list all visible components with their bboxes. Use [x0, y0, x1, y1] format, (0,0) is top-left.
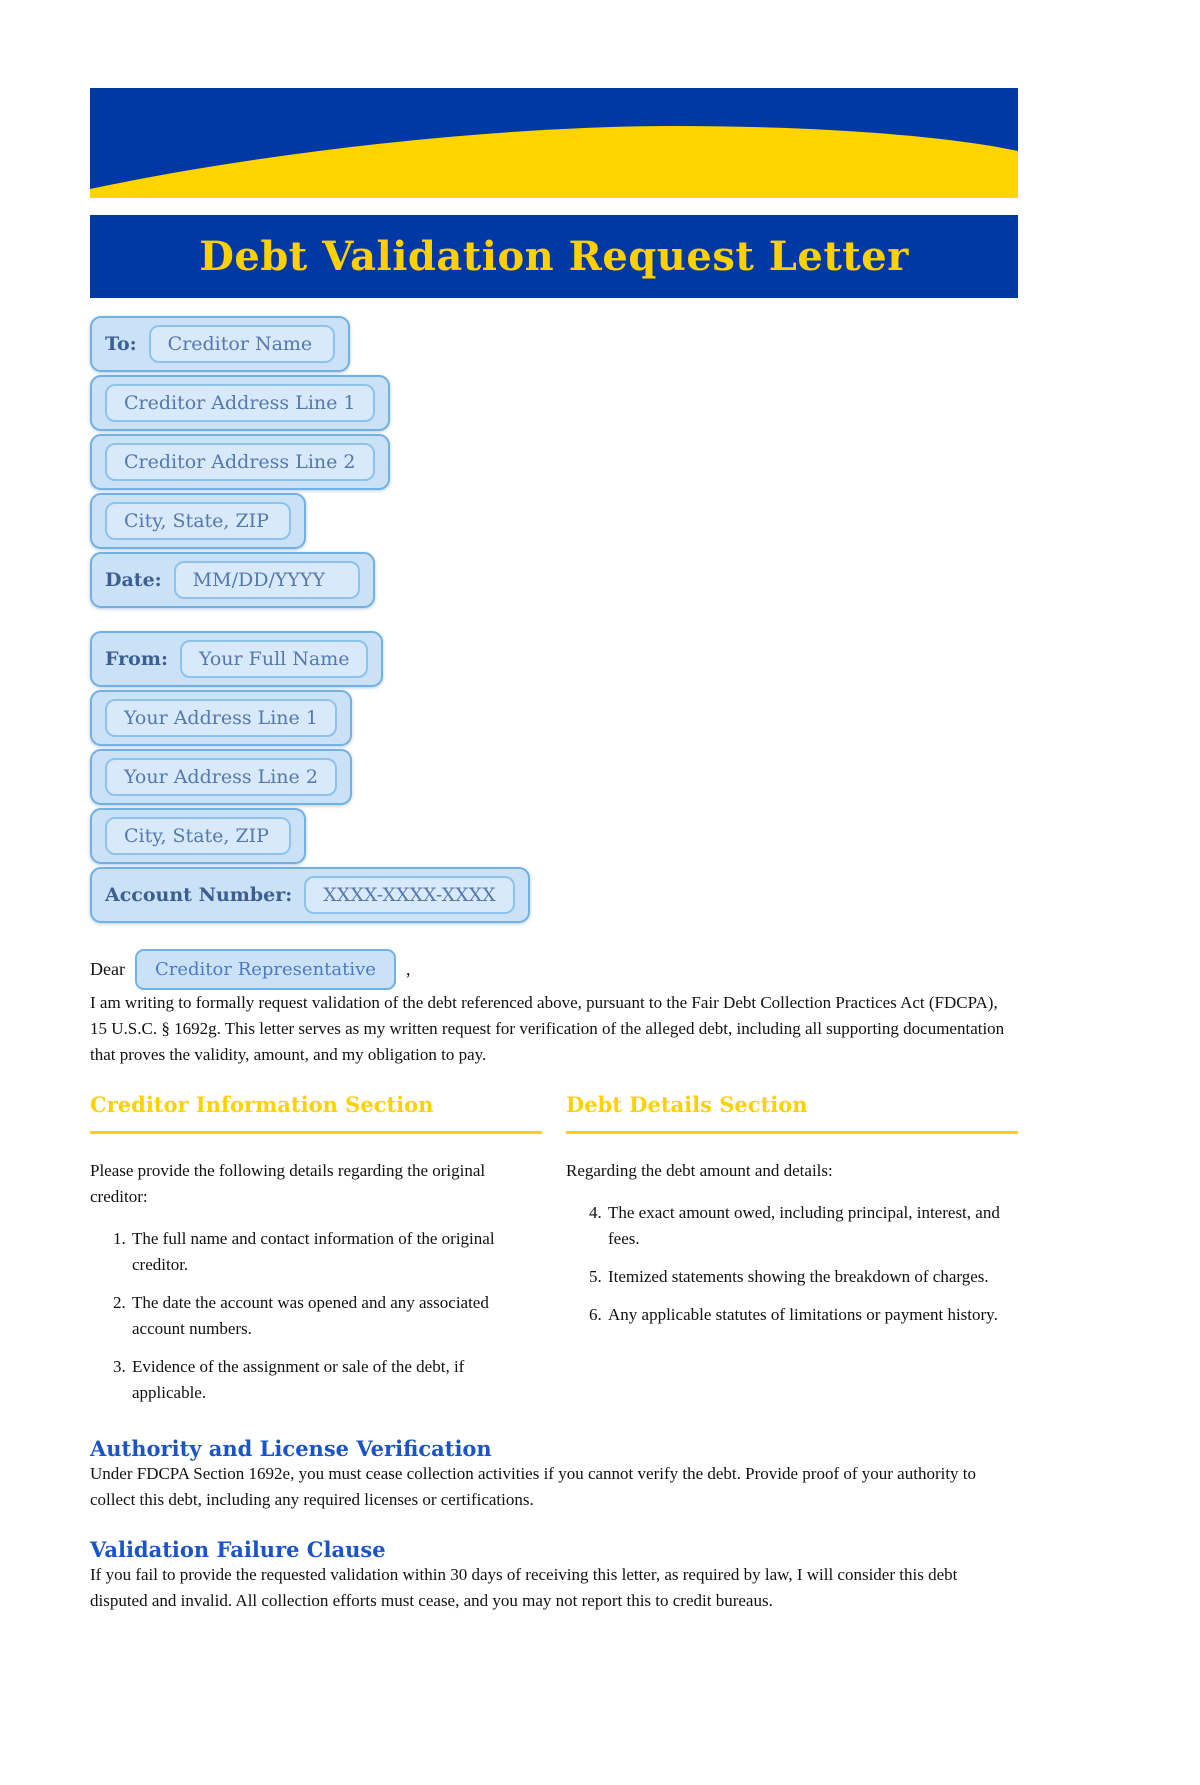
- field-row-from: [90, 631, 383, 687]
- list-item: 1. The full name and contact information of the original creditor.: [130, 1226, 542, 1278]
- creditor-city-state-zip-field[interactable]: City, State, ZIP: [105, 502, 291, 540]
- your-address1-field[interactable]: Your Address Line 1: [105, 699, 337, 737]
- creditor-information-list: [90, 1226, 542, 1406]
- dear-label: Dear: [90, 959, 125, 979]
- yellow-divider: [566, 1131, 1018, 1134]
- creditor-address1-field[interactable]: Creditor Address Line 1: [105, 384, 375, 422]
- salutation-line: [90, 949, 1018, 990]
- date-label: Date:: [105, 569, 162, 591]
- debt-details-heading: Debt Details Section: [566, 1092, 808, 1117]
- field-row-to: [90, 316, 350, 372]
- your-city-state-zip-field[interactable]: City, State, ZIP: [105, 817, 291, 855]
- account-number-label: Account Number:: [105, 884, 293, 906]
- list-item: 3. Evidence of the assignment or sale of the debt, if applicable.: [130, 1354, 542, 1406]
- yellow-divider: [90, 1131, 542, 1134]
- letter-page: [90, 88, 1018, 1614]
- authority-heading: Authority and License Verification: [90, 1436, 492, 1461]
- field-row-creditor-city: [90, 493, 306, 549]
- creditor-information-section: [90, 1092, 542, 1418]
- debt-details-intro: Regarding the debt amount and details:: [566, 1161, 833, 1180]
- field-row-creditor-address2: [90, 434, 390, 490]
- account-number-field[interactable]: XXXX-XXXX-XXXX: [304, 876, 514, 914]
- list-item: 5. Itemized statements showing the breakdown of charges.: [606, 1264, 1018, 1290]
- field-row-date: [90, 552, 375, 608]
- date-field[interactable]: MM/DD/YYYY: [174, 561, 360, 599]
- field-row-your-address2: [90, 749, 352, 805]
- page-title: Debt Validation Request Letter: [199, 233, 909, 280]
- validation-failure-paragraph: If you fail to provide the requested validation within 30 days of receiving this letter, as required by law, I will consider this debt disputed and invalid. All collection efforts must cease, and you may not report this to credit bureaus.: [90, 1565, 958, 1610]
- debt-details-section: [566, 1092, 1018, 1340]
- list-item: 6. Any applicable statutes of limitations or payment history.: [606, 1302, 1018, 1328]
- intro-paragraph: I am writing to formally request validation of the debt referenced above, pursuant to the Fair Debt Collection Practices Act (FDCPA), 15 U.S.C. § 1692g. This letter serves as my written request for verification of the alleged debt, including all supporting documentation that proves the validity, amount, and my obligation to pay.: [90, 993, 1005, 1064]
- letter-fields: [90, 316, 1018, 923]
- creditor-representative-field[interactable]: Creditor Representative: [135, 949, 396, 990]
- authority-paragraph: Under FDCPA Section 1692e, you must cease collection activities if you cannot verify the debt. Provide proof of your authority to collect this debt, including any required licenses or certifications.: [90, 1464, 977, 1509]
- your-address2-field[interactable]: Your Address Line 2: [105, 758, 337, 796]
- debt-details-list: [566, 1200, 1018, 1328]
- salutation-comma: ,: [405, 959, 411, 979]
- to-label: To:: [105, 333, 137, 355]
- yellow-wave-decoration: [90, 88, 1018, 198]
- field-row-your-address1: [90, 690, 352, 746]
- list-item: 2. The date the account was opened and any associated account numbers.: [130, 1290, 542, 1342]
- list-item: 4. The exact amount owed, including principal, interest, and fees.: [606, 1200, 1018, 1252]
- header-banner: [90, 88, 1018, 198]
- your-full-name-field[interactable]: Your Full Name: [180, 640, 369, 678]
- field-row-creditor-address1: [90, 375, 390, 431]
- field-row-account-number: [90, 867, 530, 923]
- field-row-your-city: [90, 808, 306, 864]
- creditor-address2-field[interactable]: Creditor Address Line 2: [105, 443, 375, 481]
- creditor-information-heading: Creditor Information Section: [90, 1092, 434, 1117]
- two-column-section: [90, 1092, 1018, 1418]
- validation-failure-heading: Validation Failure Clause: [90, 1537, 386, 1562]
- creditor-name-field[interactable]: Creditor Name: [149, 325, 335, 363]
- creditor-information-intro: Please provide the following details regarding the original creditor:: [90, 1161, 486, 1206]
- title-banner: [90, 215, 1018, 298]
- from-label: From:: [105, 648, 168, 670]
